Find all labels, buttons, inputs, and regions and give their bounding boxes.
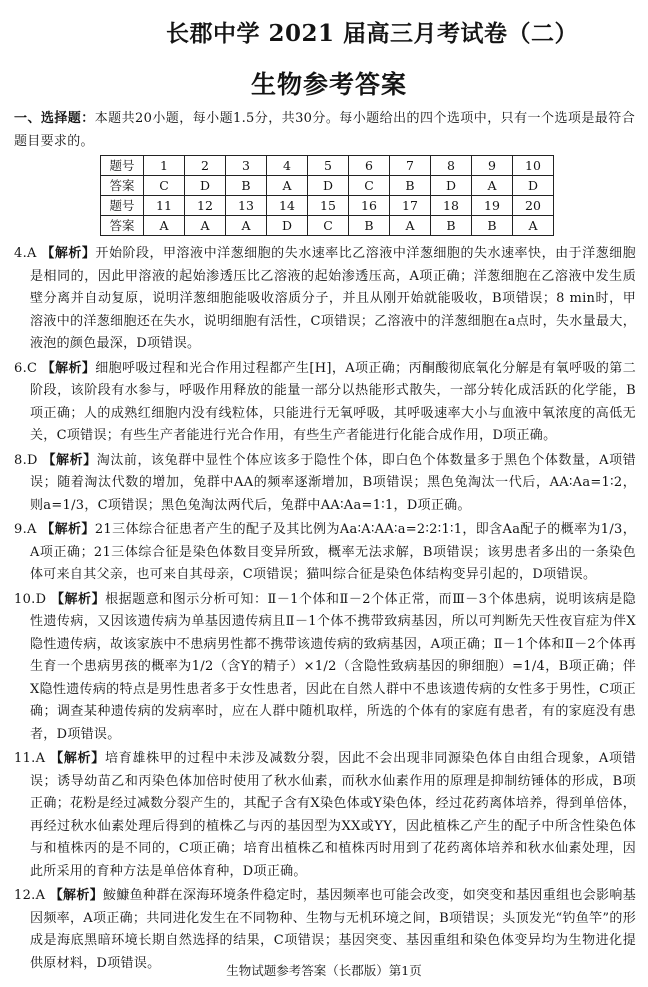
table-cell: A bbox=[185, 216, 226, 236]
table-cell: 5 bbox=[308, 156, 349, 176]
table-row bbox=[101, 196, 554, 216]
explanation-tag: 【解析】 bbox=[50, 751, 105, 766]
table-row bbox=[101, 156, 554, 176]
table-cell: A bbox=[144, 216, 185, 236]
table-cell: B bbox=[431, 216, 472, 236]
table-row bbox=[101, 176, 554, 196]
explanation-tag: 【解析】 bbox=[41, 246, 96, 261]
table-cell: 1 bbox=[144, 156, 185, 176]
explanation-number: 11.A bbox=[14, 751, 51, 766]
table-cell: 12 bbox=[185, 196, 226, 216]
table-cell: 18 bbox=[431, 196, 472, 216]
explanation-item bbox=[14, 589, 636, 747]
section-intro bbox=[14, 107, 635, 153]
table-cell: C bbox=[144, 176, 185, 196]
table-cell: B bbox=[349, 216, 390, 236]
page-subtitle: 生物参考答案 bbox=[250, 70, 407, 99]
explanation-text: 鮟鱇鱼种群在深海环境条件稳定时，基因频率也可能会改变，如突变和基因重组也会影响基因频率，A项正确；共同进化发生在不同物种、生物与无机环境之间，B项错误；头顶发光“钓鱼竿”的形成是海底黑暗环境长期自然选择的结果，C项错误；基因突变、基因重组和染色体变异均为生物进化提供原材料，D项错误。 bbox=[30, 888, 637, 971]
explanation-text: 培育雄株甲的过程中未涉及减数分裂，因此不会出现非同源染色体自由组合现象，A项错误；诱导幼苗乙和丙染色体加倍时使用了秋水仙素，而秋水仙素作用的原理是抑制纺锤体的形成，B项正确；花粉是经过减数分裂产生的，其配子含有X染色体或Y染色体，经过花药离体培养，得到单倍体，再经过秋水仙素处理后得到的植株乙与丙的基因型为XX或YY，因此植株乙产生的配子中所含性染色体与和植株丙的是不同的，C项正确；培育出植株乙和植株丙时用到了花药离体培养和秋水仙素处理，因此所采用的育种方法是单倍体育种，D项正确。 bbox=[30, 751, 636, 879]
explanation-tag: 【解析】 bbox=[49, 888, 104, 903]
table-cell: D bbox=[185, 176, 226, 196]
table-cell: B bbox=[226, 176, 267, 196]
explanation-tag: 【解析】 bbox=[41, 522, 95, 537]
explanation-number: 10.D bbox=[14, 591, 51, 607]
table-cell: 11 bbox=[144, 196, 185, 216]
explanation-text: 淘汰前，该兔群中显性个体应该多于隐性个体，即白色个体数量多于黑色个体数量，A项错误；随着淘汰代数的增加，兔群中AA的频率逐渐增加，B项错误；黑色兔淘汰一代后，AA∶Aa=1∶2，则a=1/3，C项错误；黑色兔淘汰两代后，兔群中AA∶Aa=1∶1，D项正确。 bbox=[30, 452, 636, 513]
table-cell: C bbox=[349, 176, 390, 196]
explanation-number: 9.A bbox=[14, 522, 42, 537]
table-cell: A bbox=[226, 216, 267, 236]
explanation-number: 6.C bbox=[14, 360, 42, 376]
table-row-label: 答案 bbox=[101, 216, 144, 236]
table-row-label: 题号 bbox=[101, 196, 144, 216]
table-cell: 19 bbox=[472, 196, 513, 216]
table-row bbox=[101, 216, 554, 236]
table-cell: B bbox=[472, 216, 513, 236]
table-cell: A bbox=[390, 216, 431, 236]
explanation-item bbox=[14, 519, 636, 587]
table-row-label: 答案 bbox=[101, 176, 144, 196]
table-cell: 7 bbox=[390, 156, 431, 176]
table-cell: 6 bbox=[349, 156, 390, 176]
explanation-text: 21三体综合征患者产生的配子及其比例为Aa∶A∶AA∶a=2∶2∶1∶1，即含Aa配子的概率为1/3，A项正确；21三体综合征是染色体数目变异所致，概率无法求解，B项错误；该男患者多出的一条染色体可来自其父亲，也可来自其母亲，C项错误；猫叫综合征是染色体结构变异引起的，D项错误。 bbox=[30, 522, 637, 582]
section-heading: 一、选择题： bbox=[14, 111, 95, 126]
explanation-list bbox=[14, 243, 636, 977]
table-cell: D bbox=[513, 176, 554, 196]
table-cell: A bbox=[472, 176, 513, 196]
table-cell: 10 bbox=[513, 156, 554, 176]
table-cell: 3 bbox=[226, 156, 267, 176]
table-cell: 4 bbox=[267, 156, 308, 176]
table-cell: C bbox=[308, 216, 349, 236]
table-cell: D bbox=[431, 176, 472, 196]
table-cell: 20 bbox=[513, 196, 554, 216]
table-cell: 17 bbox=[390, 196, 431, 216]
explanation-text: 根据题意和图示分析可知：Ⅱ－1个体和Ⅱ－2个体正常，而Ⅲ－3个体患病，说明该病是隐性遗传病，又因该遗传病为单基因遗传病且Ⅱ－1个体不携带致病基因，所以可判断先天性夜盲症为伴X隐性遗传病，故该家族中不患病男性都不携带该遗传病的致病基因，A项正确；Ⅱ－1个体和Ⅱ－2个体再生育一个患病男孩的概率为1/2（含Y的精子）×1/2（含隐性致病基因的卵细胞）=1/4，B项正确；伴X隐性遗传病的特点是男性患者多于女性患者，因此在自然人群中不患该遗传病的女性多于男性，C项正确；调查某种遗传病的发病率时，应在人群中随机取样，所选的个体有的家庭有患者，有的家庭没有患者，D项错误。 bbox=[30, 591, 637, 742]
explanation-item bbox=[14, 358, 636, 448]
answer-table bbox=[100, 155, 554, 236]
explanation-tag: 【解析】 bbox=[50, 591, 106, 607]
explanation-number: 8.D bbox=[14, 452, 43, 468]
section-text: 本题共20小题，每小题1.5分，共30分。每小题给出的四个选项中，只有一个选项是最符合题目要求的。 bbox=[14, 111, 635, 149]
table-cell: D bbox=[308, 176, 349, 196]
table-cell: 9 bbox=[472, 156, 513, 176]
table-row-label: 题号 bbox=[101, 156, 144, 176]
table-cell: D bbox=[267, 216, 308, 236]
footer-page-label: 生物试题参考答案（长郡版）第1页 bbox=[226, 963, 422, 978]
explanation-text: 开始阶段，甲溶液中洋葱细胞的失水速率比乙溶液中洋葱细胞的失水速率快，由于洋葱细胞是相同的，因此甲溶液的起始渗透压比乙溶液的起始渗透压高，A项正确；洋葱细胞在乙溶液中发生质壁分离并自动复原，说明洋葱细胞能吸收溶质分子，并且从刚开始就能吸收，B项错误；8 min时，甲溶液中的洋葱细胞还在失水，说明细胞有活性，C项错误；乙溶液中的洋葱细胞在a点时，失水量最大，液泡的颜色最深，D项错误。 bbox=[30, 246, 636, 351]
table-cell: B bbox=[390, 176, 431, 196]
explanation-tag: 【解析】 bbox=[41, 360, 96, 376]
table-cell: 8 bbox=[431, 156, 472, 176]
explanation-item bbox=[14, 243, 636, 356]
table-cell: 16 bbox=[349, 196, 390, 216]
table-cell: A bbox=[513, 216, 554, 236]
table-cell: A bbox=[267, 176, 308, 196]
table-cell: 2 bbox=[185, 156, 226, 176]
explanation-number: 4.A bbox=[14, 246, 42, 261]
explanation-number: 12.A bbox=[14, 888, 50, 903]
explanation-tag: 【解析】 bbox=[42, 452, 97, 468]
table-cell: 14 bbox=[267, 196, 308, 216]
explanation-text: 细胞呼吸过程和光合作用过程都产生[H]，A项正确；丙酮酸彻底氧化分解是有氧呼吸的第二阶段，该阶段有水参与，呼吸作用释放的能量一部分以热能形式散失，一部分转化成活跃的化学能，B项正确；人的成熟红细胞内没有线粒体，只能进行无氧呼吸，其呼吸速率大小与血液中氧浓度的高低无关，C项错误；有些生产者能进行光合作用，有些生产者能进行化能合成作用，D项正确。 bbox=[30, 360, 636, 443]
answer-table-body bbox=[101, 156, 554, 236]
explanation-item bbox=[14, 748, 636, 883]
explanation-item bbox=[14, 450, 636, 518]
table-cell: 13 bbox=[226, 196, 267, 216]
page-title: 长郡中学 2021 届高三月考试卷（二） bbox=[165, 20, 579, 47]
table-cell: 15 bbox=[308, 196, 349, 216]
